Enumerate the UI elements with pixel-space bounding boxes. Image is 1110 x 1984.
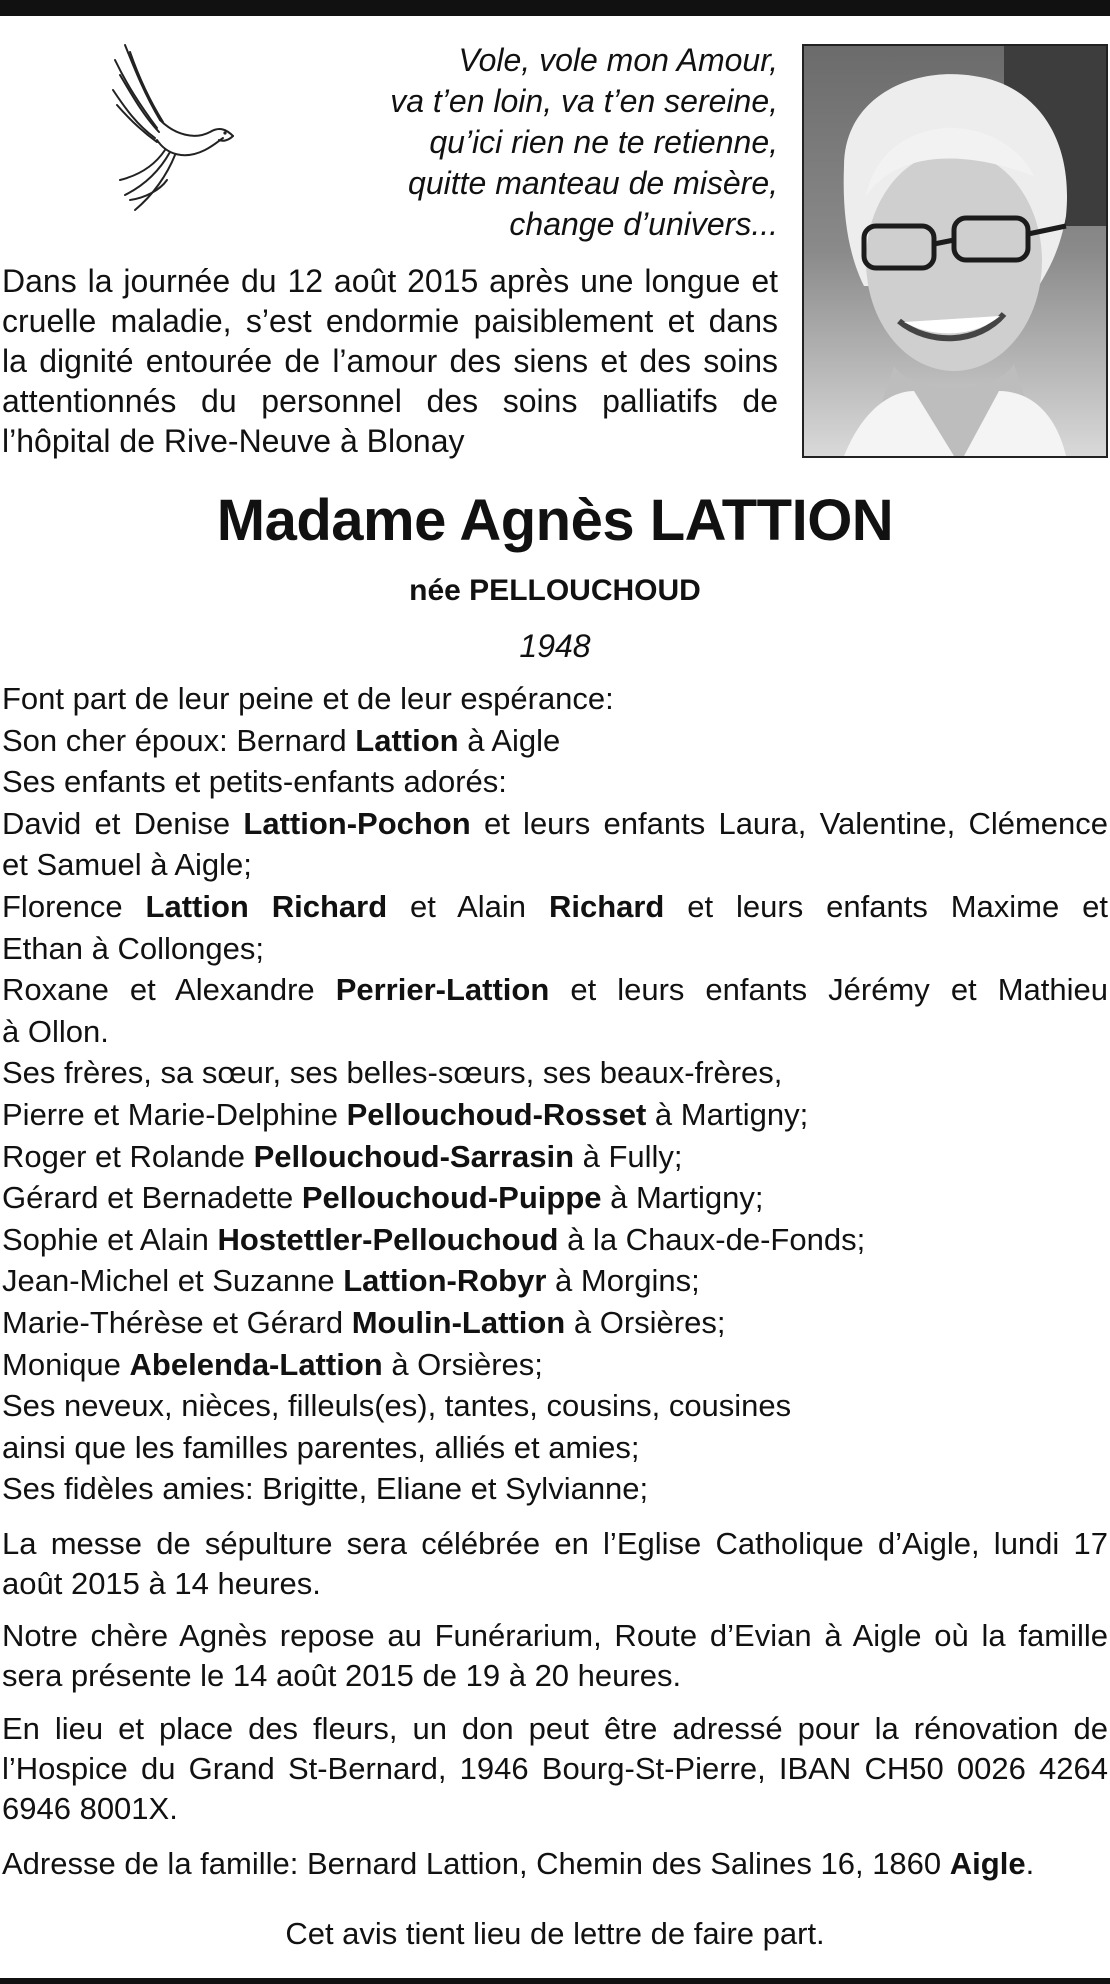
poem-line: change d’univers... (509, 206, 778, 242)
birth-year: 1948 (519, 628, 591, 664)
family-line: Son cher époux: Bernard Lattion à Aigle (2, 722, 561, 758)
deceased-name: Madame Agnès LATTION (216, 488, 894, 553)
portrait-photo (802, 44, 1108, 458)
maiden-name: née PELLOUCHOUD (409, 574, 701, 607)
family-line: David et Denise Lattion-Pochon et leurs enfants Laura, Valentine, Clémence (2, 805, 1109, 841)
poem (318, 40, 778, 245)
family-line: Florence Lattion Richard et Alain Richard et leurs enfants Maxime et (2, 888, 1108, 924)
bottom-rule (0, 1978, 1110, 1984)
closing-note: Cet avis tient lieu de lettre de faire part. (285, 1916, 825, 1951)
family-list (2, 678, 1108, 1510)
poem-line: quitte manteau de misère, (408, 165, 778, 201)
portrait-illustration (804, 46, 1106, 456)
family-line: ainsi que les familles parentes, alliés et amies; (2, 1429, 640, 1465)
poem-line: Vole, vole mon Amour, (458, 42, 778, 78)
family-line: Ses neveux, nièces, filleuls(es), tantes, cousins, cousines (2, 1388, 792, 1424)
family-line: Ses fidèles amies: Brigitte, Eliane et Sylvianne; (2, 1471, 649, 1507)
family-line: Ses enfants et petits-enfants adorés: (2, 764, 507, 800)
family-line: Roxane et Alexandre Perrier-Lattion et leurs enfants Jérémy et Mathieu (2, 972, 1108, 1008)
family-line: Pierre et Marie-Delphine Pellouchoud-Rosset à Martigny; (2, 1096, 809, 1132)
family-line: Roger et Rolande Pellouchoud-Sarrasin à Fully; (2, 1138, 683, 1174)
poem-line: qu’ici rien ne te retienne, (429, 124, 778, 160)
family-line: à Ollon. (2, 1013, 109, 1049)
donation-paragraph: En lieu et place des fleurs, un don peut être adressé pour la rénovation de l’Hospice du Grand St-Bernard, 1946 Bourg-St-Pierre, IBAN CH50 0026 4264 6946 8001X. (2, 1711, 1108, 1826)
family-line: Monique Abelenda-Lattion à Orsières; (2, 1346, 543, 1382)
family-line: Gérard et Bernadette Pellouchoud-Puippe à Martigny; (2, 1180, 764, 1216)
mass-paragraph: La messe de sépulture sera célébrée en l’Eglise Catholique d’Aigle, lundi 17 août 2015 à 14 heures. (2, 1526, 1108, 1601)
intro-paragraph: Dans la journée du 12 août 2015 après une longue et cruelle maladie, s’est endormie paisiblement et dans la dignité entourée de l’amour des siens et des soins attentionnés du personnel des soins palliatifs de l’hôpital de Rive-Neuve à Blonay (2, 263, 778, 459)
poem-line: va t’en loin, va t’en sereine, (390, 83, 778, 119)
family-line: Jean-Michel et Suzanne Lattion-Robyr à Morgins; (2, 1263, 700, 1299)
repose-paragraph: Notre chère Agnès repose au Funérarium, Route d’Evian à Aigle où la famille sera présente le 14 août 2015 de 19 à 20 heures. (2, 1618, 1108, 1693)
family-line: Font part de leur peine et de leur espérance: (2, 681, 614, 716)
family-line: Ses frères, sa sœur, ses belles-sœurs, ses beaux-frères, (2, 1055, 783, 1091)
family-line: et Samuel à Aigle; (2, 847, 252, 883)
family-line: Marie-Thérèse et Gérard Moulin-Lattion à Orsières; (2, 1304, 726, 1340)
family-address: Adresse de la famille: Bernard Lattion, Chemin des Salines 16, 1860 Aigle. (2, 1846, 1035, 1881)
top-rule (0, 0, 1110, 16)
family-line: Ethan à Collonges; (2, 930, 264, 966)
family-line: Sophie et Alain Hostettler-Pellouchoud à la Chaux-de-Fonds; (2, 1221, 866, 1257)
dove-icon (105, 40, 245, 230)
